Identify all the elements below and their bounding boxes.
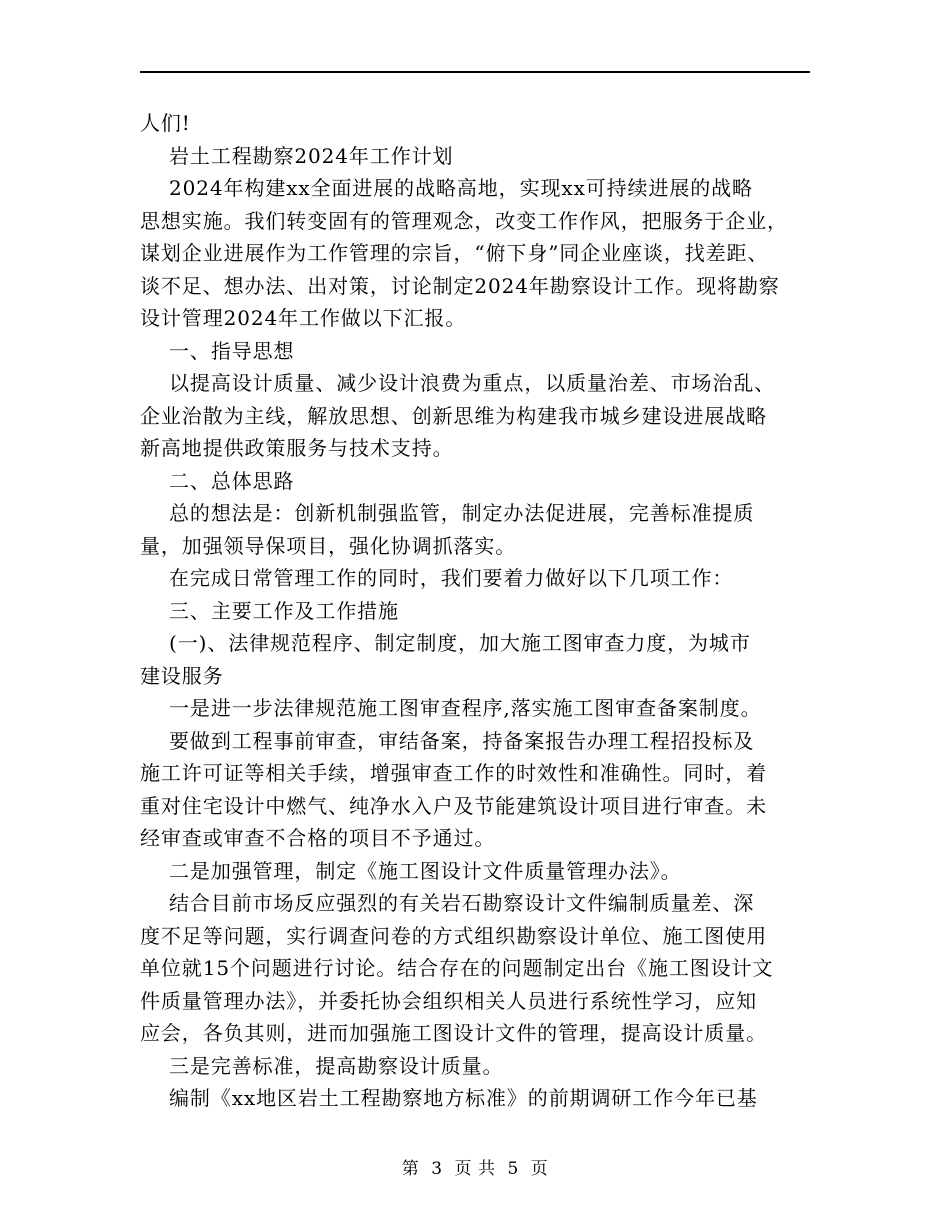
page-footer — [0, 1154, 950, 1179]
text-line: 应会，各负其则，进而加强施工图设计文件的管理，提高设计质量。 — [140, 1021, 767, 1045]
text-line: 一是进一步法律规范施工图审查程序,落实施工图审查备案制度。 — [140, 696, 762, 720]
text-line: 二是加强管理，制定《施工图设计文件质量管理办法》。 — [140, 858, 682, 883]
text-line: 在完成日常管理工作的同时，我们要着力做好以下几项工作： — [140, 566, 734, 590]
text-line: 新高地提供政策服务与技术支持。 — [140, 436, 454, 460]
document-title: 岩土工程勘察2024年工作计划 — [140, 143, 454, 168]
text-line: 结合目前市场反应强烈的有关岩石勘察设计文件编制质量差、深 — [140, 891, 755, 915]
text-line: 经审查或审查不合格的项目不予通过。 — [140, 826, 496, 850]
section-heading: 二、总体思路 — [140, 468, 295, 493]
section-heading: 一、指导思想 — [140, 338, 295, 363]
text-line: 谈不足、想办法、出对策，讨论制定2024年勘察设计工作。现将勘察 — [140, 273, 780, 298]
text-line: 思想实施。我们转变固有的管理观念，改变工作作风，把服务于企业， — [140, 208, 788, 233]
text-line: 建设服务 — [140, 663, 224, 688]
footer-prefix: 第 — [401, 1159, 420, 1179]
text-line: 三是完善标准，提高勘察设计质量。 — [140, 1053, 504, 1078]
section-heading: 三、主要工作及工作措施 — [140, 598, 399, 623]
text-line: 件质量管理办法》，并委托协会组织相关人员进行系统性学习，应知 — [140, 988, 757, 1013]
text-line: (一)、法律规范程序、制定制度，加大施工图审查力度，为城市 — [140, 631, 751, 655]
text-line: 总的想法是：创新机制强监管，制定办法促进展，完善标准提质 — [140, 501, 755, 525]
text-line: 设计管理2024年工作做以下汇报。 — [140, 306, 467, 330]
text-line: 编制《xx地区岩土工程勘察地方标准》的前期调研工作今年已基 — [140, 1086, 758, 1110]
text-line: 企业治散为主线，解放思想、创新思维为构建我市城乡建设进展战略 — [140, 403, 767, 428]
current-page-number: 3 — [431, 1159, 443, 1179]
text-line: 2024年构建xx全面进展的战略高地，实现xx可持续进展的战略 — [140, 176, 753, 200]
text-line: 重对住宅设计中燃气、纯净水入户及节能建筑设计项目进行审查。未 — [140, 793, 767, 818]
text-line: 要做到工程事前审查，审结备案，持备案报告办理工程招投标及 — [140, 728, 755, 753]
text-line: 施工许可证等相关手续，增强审查工作的时效性和准确性。同时，着 — [140, 761, 767, 785]
text-line: 谋划企业进展作为工作管理的宗旨，“俯下身”同企业座谈，找差距、 — [140, 241, 769, 265]
header-rule — [140, 71, 810, 73]
text-line: 单位就15个问题进行讨论。结合存在的问题制定出台《施工图设计文 — [140, 956, 774, 980]
text-line: 量，加强领导保项目，强化协调抓落实。 — [140, 533, 517, 558]
total-pages-number: 5 — [507, 1159, 519, 1179]
text-line: 以提高设计质量、减少设计浪费为重点，以质量治差、市场治乱、 — [140, 371, 776, 395]
footer-suffix: 页 — [530, 1159, 549, 1179]
text-line: 人们! — [140, 111, 191, 135]
footer-middle: 页 共 — [454, 1159, 496, 1179]
text-line: 度不足等问题，实行调查问卷的方式组织勘察设计单位、施工图使用 — [140, 923, 767, 948]
document-body — [140, 107, 810, 1115]
